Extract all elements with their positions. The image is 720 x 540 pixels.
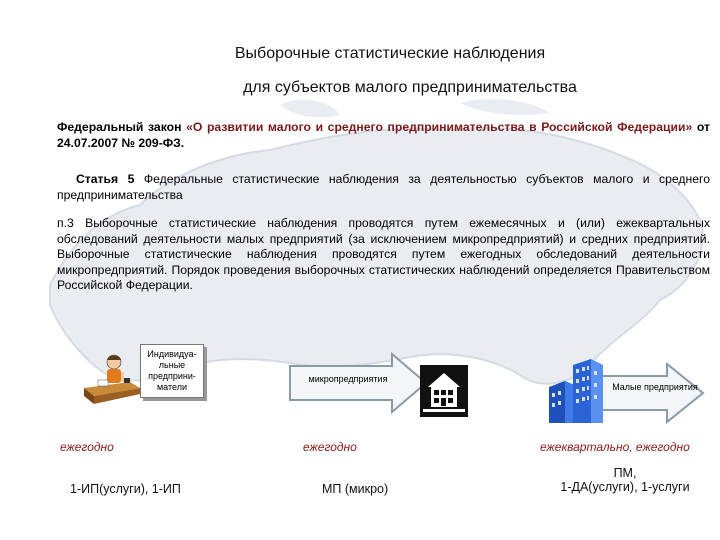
form-small-line2: 1-ДА(услуги), 1-услуги [560, 480, 690, 494]
house-icon [420, 365, 468, 417]
law-name: «О развитии малого и среднего предпринимательства в Российской Федерации» [186, 120, 693, 134]
article-text: Федеральные статистические наблюдения за деятельностью субъектов малого и среднего предпринимательства [57, 172, 710, 202]
office-buildings-icon [545, 357, 607, 425]
form-micro: МП (микро) [322, 482, 389, 496]
article-paragraph [57, 172, 710, 203]
law-suffix: от 24.07.2007 № 209-ФЗ. [57, 120, 711, 150]
frequency-small: ежеквартально, ежегодно [540, 440, 690, 454]
frequency-ip: ежегодно [60, 440, 114, 454]
article-number: Статья 5 [76, 172, 135, 186]
small-enterprises-label: Малые предприятия [612, 382, 698, 392]
frequency-micro: ежегодно [303, 440, 357, 454]
clause-paragraph: п.3 Выборочные статистические наблюдения проводятся путем ежемесячных и (или) ежеквартальных обследований деятельности малых предприятий (за исключением микропредприятий) и средних предприятий. Выборочные статистические наблюдения проводятся путем ежегодных обследований деятельности микропредприятий. Порядок проведения выборочных статистических наблюдений определяется Правительством Российской Федерации. [57, 216, 710, 292]
individual-entrepreneurs-box: Индивидуа-льные предприни-матели [140, 344, 204, 398]
form-ip: 1-ИП(услуги), 1-ИП [70, 482, 181, 496]
law-prefix: Федеральный закон [57, 120, 187, 134]
law-paragraph [57, 120, 710, 151]
micro-arrow-label: микропредприятия [308, 374, 388, 384]
person-at-desk-icon [80, 352, 144, 410]
page-title-line2: для субъектов малого предпринимательства [243, 79, 577, 96]
form-small-line1: ПМ, [613, 466, 637, 480]
page-title-line1: Выборочные статистические наблюдения [234, 45, 546, 62]
form-small [545, 466, 705, 494]
